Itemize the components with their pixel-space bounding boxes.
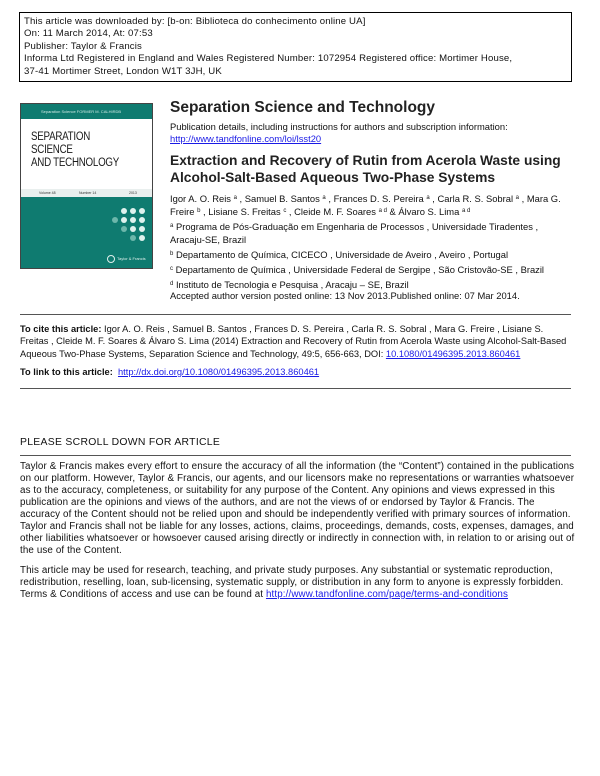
scroll-notice: PLEASE SCROLL DOWN FOR ARTICLE bbox=[20, 437, 221, 448]
affiliation-text: Departamento de Química, CICECO , Universidade de Aveiro , Aveiro , Portugal bbox=[175, 248, 509, 260]
author-affiliation-marker: b bbox=[197, 208, 201, 214]
citation-block bbox=[20, 323, 573, 360]
author-name: Frances D. S. Pereira bbox=[333, 193, 424, 204]
affiliation-text: Departamento de Química , Universidade Federal de Sergipe , São Cristovão-SE , Brazil bbox=[175, 263, 545, 275]
download-notice-box bbox=[19, 12, 572, 82]
affiliation-text: Programa de Pós-Graduação em Engenharia de Processos , Universidade Tiradentes , Aracaju-SE, Brazil bbox=[170, 221, 539, 245]
citation-label: To cite this article: bbox=[20, 324, 102, 334]
cover-year: 2013 bbox=[129, 191, 137, 195]
terms-conditions-link[interactable]: http://www.tandfonline.com/page/terms-and-conditions bbox=[265, 588, 509, 600]
author-name: Lisiane S. Freitas bbox=[208, 206, 281, 217]
cover-publisher-name: Taylor & Francis bbox=[117, 256, 146, 261]
cover-dot bbox=[139, 217, 145, 223]
author-name: Igor A. O. Reis bbox=[170, 193, 231, 204]
cover-dot bbox=[130, 235, 136, 241]
author-name: Samuel B. Santos bbox=[244, 193, 320, 204]
download-line: Publisher: Taylor & Francis bbox=[24, 40, 142, 52]
article-link-line bbox=[20, 367, 319, 377]
author-affiliation-marker: a d bbox=[461, 208, 471, 214]
publisher-logo-icon bbox=[107, 255, 115, 263]
cover-title-area bbox=[21, 119, 152, 189]
terms-paragraph: Taylor & Francis makes every effort to ensure the accuracy of all the information (the “Content”) contained in the publications on our platform. However, Taylor & Francis, our agents, and our licensors make no representations or warranties whatsoever as to the accuracy, completeness, or suitability for any purpose of the Content. Any opinions and views expressed in this publication are the opinions and views of the authors, and are not the views of or endorsed by Taylor & Francis. The accuracy of the Content should not be relied upon and should be independently verified with primary sources of information. Taylor and Francis shall not be liable for any losses, actions, claims, proceedings, demands, costs, expenses, damages, and other liabilities whatsoever or howsoever caused arising directly or indirectly in connection with, in relation to or arising out of the use of the Content. bbox=[20, 461, 575, 556]
cover-dot bbox=[139, 235, 145, 241]
cover-title-line: AND TECHNOLOGY bbox=[31, 157, 120, 169]
cover-dot bbox=[130, 226, 136, 232]
cover-dot bbox=[121, 208, 127, 214]
divider bbox=[20, 388, 571, 389]
author-list: Igor A. O. Reis $^a$ , Samuel B. Santos $^a$ , Frances D. S. Pereira $^a$ , Carla R. S. Sobral $^a$ , Mara G. Freire $^b$ , Lisiane S. Freitas $^c$ , Cleide M. F. Soares $^{a d}$ & Álvaro S. Lima $^{a d}$ bbox=[170, 193, 561, 217]
affiliation-marker: c bbox=[170, 265, 173, 272]
author-affiliation-marker: a bbox=[515, 195, 520, 201]
author-name: Mara G. Freire bbox=[170, 193, 561, 217]
cover-volume: Volume 48 bbox=[39, 191, 56, 195]
affiliation-marker: a bbox=[170, 223, 174, 229]
cover-volume-strip bbox=[21, 189, 152, 197]
article-link-label: To link to this article: bbox=[20, 367, 113, 377]
citation-doi-link[interactable]: 10.1080/01496395.2013.860461 bbox=[385, 348, 521, 359]
terms-block bbox=[20, 461, 575, 608]
terms-paragraph-2 bbox=[20, 565, 575, 601]
journal-title: Separation Science and Technology bbox=[170, 99, 435, 116]
article-link-url[interactable]: http://dx.doi.org/10.1080/01496395.2013.860461 bbox=[117, 367, 320, 377]
author-name: Álvaro S. Lima bbox=[398, 206, 460, 217]
affiliation-marker: b bbox=[170, 250, 174, 257]
cover-dot bbox=[130, 208, 136, 214]
divider bbox=[20, 455, 571, 456]
affiliation-marker: d bbox=[170, 280, 174, 287]
cover-dot bbox=[139, 208, 145, 214]
affiliation-item bbox=[170, 264, 575, 277]
cover-top-strip: Separation Science FORMER M. CALHIRDB bbox=[21, 104, 152, 119]
journal-details: Publication details, including instructions for authors and subscription information: bbox=[170, 121, 508, 132]
author-affiliation-marker: c bbox=[283, 208, 287, 214]
journal-cover-image bbox=[20, 103, 153, 269]
author-affiliation-marker: a d bbox=[378, 208, 387, 214]
divider bbox=[20, 314, 571, 315]
cover-title bbox=[31, 131, 134, 170]
download-line: This article was downloaded by: [b-on: Biblioteca do conhecimento online UA] bbox=[24, 16, 366, 27]
download-line: 37-41 Mortimer Street, London W1T 3JH, UK bbox=[24, 65, 222, 77]
affiliation-text: Instituto de Tecnologia e Pesquisa , Aracaju – SE, Brazil bbox=[175, 278, 409, 290]
author-name: Cleide M. F. Soares bbox=[294, 206, 376, 217]
citation-text: Igor A. O. Reis , Samuel B. Santos , Frances D. S. Pereira , Carla R. S. Sobral , Mara G. Freire , Lisiane S. Freitas , Cleide M. F. Soares & Álvaro S. Lima (2014) Extraction and Recovery of Rutin from Acerola Waste using Alcohol-Salt-Based Aqueous Two-Phase Systems, Separation Science and Technology, 49:5, 656-663, DOI: bbox=[20, 324, 567, 359]
cover-publisher bbox=[107, 254, 147, 264]
affiliation-item bbox=[170, 249, 575, 262]
author-name: Carla R. S. Sobral bbox=[437, 193, 514, 204]
journal-url-link[interactable]: http://www.tandfonline.com/loi/lsst20 bbox=[170, 133, 322, 144]
author-affiliation-marker: a bbox=[322, 195, 326, 201]
article-title: Extraction and Recovery of Rutin from Acerola Waste using Alcohol-Salt-Based Aqueous Two-Phase Systems bbox=[170, 153, 561, 186]
affiliation-item bbox=[170, 221, 575, 246]
cover-title-line: SEPARATION SCIENCE bbox=[31, 131, 91, 156]
affiliation-list bbox=[170, 221, 575, 294]
cover-number: Number 14 bbox=[79, 191, 97, 195]
cover-dot bbox=[121, 217, 127, 223]
download-line: On: 11 March 2014, At: 07:53 bbox=[24, 28, 153, 40]
author-affiliation-marker: a bbox=[233, 195, 237, 201]
publication-dates: Accepted author version posted online: 13 Nov 2013.Published online: 07 Mar 2014. bbox=[170, 290, 520, 301]
cover-dot bbox=[139, 226, 145, 232]
terms-paragraph-text: This article may be used for research, teaching, and private study purposes. Any substantial or systematic reproduction, redistribution, reselling, loan, sub-licensing, systematic supply, or distribution in any form to anyone is expressly forbidden. Terms & Conditions of access and use can be found at bbox=[20, 564, 564, 600]
download-line: Informa Ltd Registered in England and Wales Registered Number: 1072954 Registered office: Mortimer House, bbox=[24, 53, 513, 65]
cover-dot bbox=[112, 217, 118, 223]
author-affiliation-marker: a bbox=[426, 195, 430, 201]
cover-dot bbox=[130, 217, 136, 223]
cover-dot bbox=[121, 226, 127, 232]
